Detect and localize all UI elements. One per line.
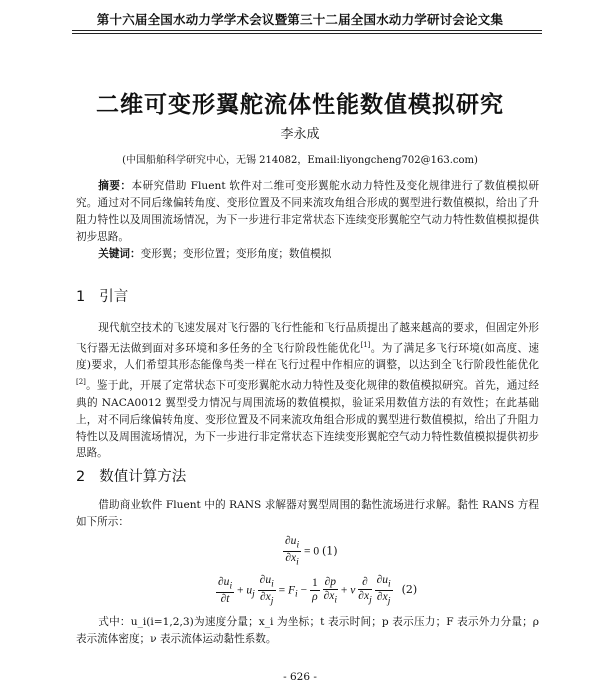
keywords	[76, 246, 539, 263]
abstract-label: 摘要：	[98, 180, 132, 192]
header-rule	[72, 30, 542, 31]
body-text: 。鉴于此，开展了定常状态下可变形翼舵水动力特性及变化规律的数值模拟研究。首先，通过经典的 NACA0012 翼型受力情况与周围流场的数值模拟，验证采用数值方法的有效性；在此基础上，对不同后缘偏转角度、变形位置及不同来流攻角组合形成的翼型进行数值模拟，给出了升阻力特性以及周围流场情况，为下一步进行非定常状态下连续变形翼舵空气动力特性数值模拟提供初步思路。	[76, 379, 539, 460]
section-1-body	[76, 320, 539, 462]
abstract-text: 本研究借助 Fluent 软件对二维可变形翼舵水动力特性及变化规律进行了数值模拟研究。通过对不同后缘偏转角度、变形位置及不同来流攻角组合形成的翼型进行数值模拟，给出了升阻力特性以及周围流场情况，为下一步进行非定常状态下连续变形翼舵空气动力特性数值模拟提供初步思路。	[76, 180, 539, 243]
citation: [1]	[360, 340, 371, 349]
abstract	[76, 178, 539, 246]
keywords-text: 变形翼；变形位置；变形角度；数值模拟	[140, 248, 332, 260]
section-number: 1	[76, 289, 86, 305]
body-text: 式中：u_i(i=1,2,3)为速度分量；x_i 为坐标；t 表示时间；p 表示压力；F 表示外力分量；ρ 表示流体密度；ν 表示流体运动黏性系数。	[76, 616, 539, 645]
paper-title: 二维可变形翼舵流体性能数值模拟研究	[96, 92, 504, 118]
section-1-heading	[76, 285, 128, 306]
affiliation: (中国船舶科学研究中心，无锡 214082，Email:liyongcheng702@163.com)	[122, 155, 478, 166]
section-title: 引言	[99, 289, 129, 305]
section-title: 数值计算方法	[99, 469, 187, 485]
citation: [2]	[76, 378, 86, 387]
body-text: 借助商业软件 Fluent 中的 RANS 求解器对翼型周围的黏性流场进行求解。黏性 RANS 方程如下所示：	[76, 499, 539, 528]
running-header: 第十六届全国水动力学学术会议暨第三十二届全国水动力学研讨会论文集	[96, 12, 504, 27]
equation-1: $\frac{\partial u_i}{\partial x_i}$ = 0 (1)	[285, 535, 338, 568]
body-text: 。为了满足多飞行环境(如高度、速度)要求，人们希望其形态能像鸟类一样在飞行过程中作相应的调整，以达到全飞行阶段性能优化	[76, 342, 540, 372]
body-text: 现代航空技术的飞速发展对飞行器的飞行性能和飞行品质提出了越来越高的要求，但固定外形飞行器无法做到面对多环境和多任务的全飞行阶段性能优化	[76, 322, 539, 355]
section-2-body	[76, 497, 539, 531]
equation-label: (2)	[401, 583, 418, 597]
author: 李永成	[280, 127, 320, 142]
section-2-heading	[76, 465, 186, 486]
keywords-label: 关键词：	[98, 248, 141, 260]
header-rule-thin	[72, 33, 542, 34]
section-number: 2	[76, 469, 86, 485]
equation-variable-definitions	[76, 614, 539, 648]
equation-2: $\frac{\partial u_i}{\partial t}$ + $u_j$ $\frac{\partial u_i}{\partial x_j}$ = $F_i$ − $\frac{1}{\rho}$ $\frac{\partial p}{\partial x_i}$ + ν $\frac{\partial}{\partial x_j}$ $\frac{\partial u_i}{\partial x_j}$ (2)	[218, 574, 418, 607]
page-number: - 626 -	[283, 671, 317, 683]
equation-label: (1)	[321, 544, 338, 558]
